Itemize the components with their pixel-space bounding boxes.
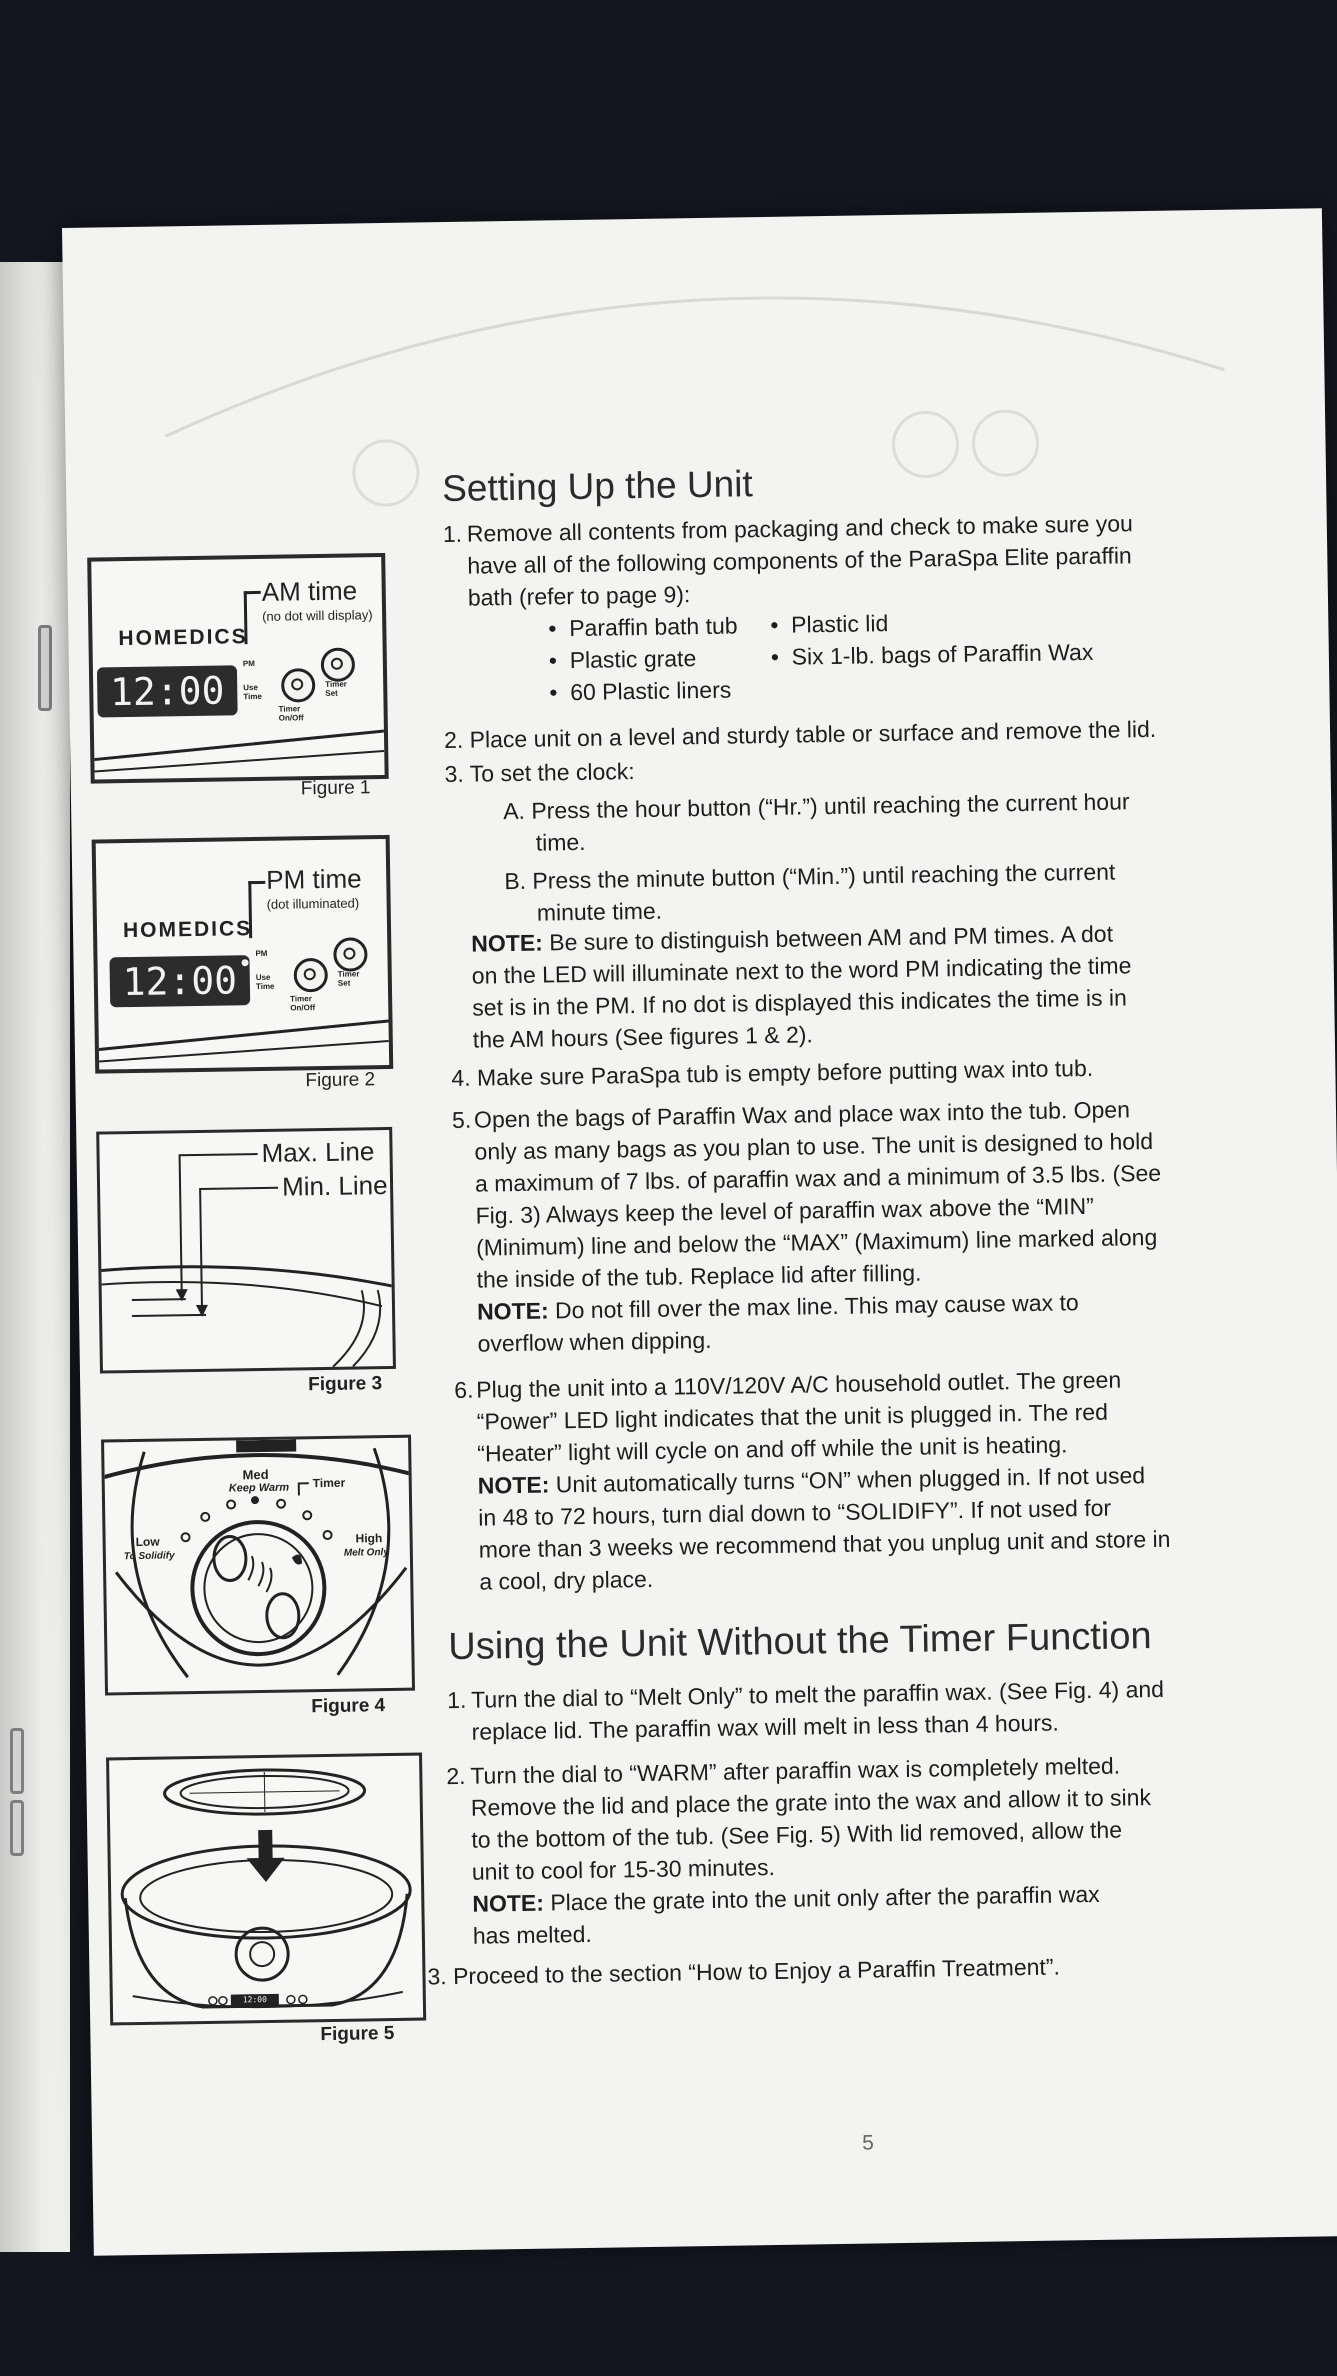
melt-only-label: Melt Only (343, 1547, 389, 1559)
list-item: • Six 1-lb. bags of Paraffin Wax (770, 638, 1094, 670)
step-1-line: Remove all contents from packaging and check to make sure you (466, 510, 1134, 547)
booklet-left-page-edge (0, 262, 70, 2252)
note-label: NOTE: (471, 929, 544, 957)
lcd-display: 12:00 (109, 955, 250, 1007)
timer-set-label: Timer Set (337, 969, 360, 988)
list-item: • Plastic grate (548, 645, 697, 674)
small-lcd-display: 12:00 (242, 1995, 267, 2005)
step-line: “Heater” light will cycle on and off while the unit is heating. (477, 1431, 1068, 1467)
timer-onoff-knob (294, 958, 329, 993)
timer-set-label: Timer Set (325, 679, 347, 698)
step-line: a maximum of 7 lbs. of paraffin wax and a minimum of 3.5 lbs. (See (474, 1159, 1162, 1197)
pm-time-subtext: (dot illuminated) (266, 895, 360, 912)
step-line: time. (535, 828, 586, 856)
step-number: 1. (442, 520, 463, 548)
med-label: Med (242, 1466, 269, 1483)
step-line: the inside of the tub. Replace lid after filling. (476, 1259, 922, 1293)
lcd-display: 12:00 (97, 665, 238, 717)
step-line: A. Press the hour button (“Hr.”) until reaching the current hour (503, 788, 1130, 825)
step-line: Fig. 3) Always keep the level of paraffin wax above the “MIN” (475, 1192, 1095, 1229)
step-number: 6. (454, 1376, 474, 1403)
unit-base-curve (94, 707, 385, 776)
pm-label: PM (255, 948, 268, 959)
step-number: 3. (444, 760, 465, 788)
step-3a (503, 785, 1130, 859)
manual-page (62, 208, 1337, 2256)
pm-time-callout: PM time (266, 863, 362, 895)
step-line: B. Press the minute button (“Min.”) until reaching the current (504, 858, 1116, 895)
step-number: 3. (427, 1963, 447, 1990)
grate-placement-diagram (109, 1756, 423, 2023)
timer-onoff-label: Timer On/Off (278, 704, 304, 723)
note-label: NOTE: (477, 1471, 550, 1499)
timer-onoff-label: Timer On/Off (290, 994, 316, 1013)
brand-logo: HOMEDICS (122, 917, 253, 943)
tub-cross-section (99, 1130, 393, 1371)
step-line: replace lid. The paraffin wax will melt in less than 4 hours. (471, 1709, 1060, 1745)
step-1-line: bath (refer to page 9): (467, 581, 691, 611)
staple-bottom (10, 1728, 24, 1794)
figure-5 (106, 1753, 426, 2026)
step-line: Open the bags of Paraffin Wax and place wax into the tub. Open (473, 1096, 1131, 1133)
staple-bottom-2 (10, 1800, 24, 1856)
pm-label: PM (242, 659, 255, 669)
high-label: High (355, 1531, 383, 1546)
figure-2-caption: Figure 2 (305, 1069, 376, 1092)
step-text: Make sure ParaSpa tub is empty before putting wax into tub. (476, 1054, 1094, 1091)
timer-onoff-knob (281, 668, 316, 703)
figure-4-caption: Figure 4 (311, 1695, 386, 1718)
brand-logo: HOMEDICS (118, 625, 248, 651)
step-2 (444, 713, 1157, 756)
step-number: 1. (446, 1686, 467, 1714)
timer-set-knob (333, 937, 368, 972)
step-number: 2. (443, 726, 464, 754)
step-line: “Power” LED light indicates that the unit is plugged in. The red (476, 1398, 1109, 1435)
timer-label: Timer (312, 1475, 346, 1491)
timer-set-knob (321, 647, 356, 682)
figure-1 (87, 553, 389, 784)
note-text: Do not fill over the max line. This may cause wax to (548, 1289, 1079, 1324)
note-line: the AM hours (See figures 1 & 2). (472, 1021, 814, 1053)
step-text: Proceed to the section “How to Enjoy a Paraffin Treatment”. (452, 1953, 1061, 1990)
use-time-label: Use Time (243, 682, 262, 702)
staple-top (38, 625, 52, 711)
pm-dot-indicator (242, 959, 249, 966)
note-label: NOTE: (476, 1297, 549, 1325)
note-text: Unit automatically turns “ON” when plugged in. If not used (549, 1462, 1146, 1498)
list-item: • 60 Plastic liners (549, 676, 732, 706)
max-line-label: Max. Line (261, 1136, 375, 1168)
step-text: To set the clock: (469, 758, 635, 787)
step-text: Place unit on a level and sturdy table or surface and remove the lid. (469, 715, 1157, 753)
note-text: Be sure to distinguish between AM and PM times. A dot (542, 920, 1114, 956)
to-solidify-label: To Solidify (123, 1550, 175, 1563)
note-line: has melted. (472, 1920, 592, 1949)
step-3 (444, 755, 635, 790)
step-line: Plug the unit into a 110V/120V A/C household outlet. The green (476, 1366, 1122, 1403)
note-line: on the LED will illuminate next to the word PM indicating the time (471, 952, 1132, 989)
list-item: • Plastic lid (770, 610, 889, 638)
figure-5-caption: Figure 5 (320, 2023, 395, 2046)
page-number: 5 (862, 2131, 875, 2155)
section2-step-3 (427, 1951, 1060, 1993)
callout-bracket (244, 591, 262, 644)
keep-warm-label: Keep Warm (228, 1481, 290, 1495)
note-line: in 48 to 72 hours, turn dial down to “SOLIDIFY”. If not used for (478, 1494, 1112, 1531)
step-line: Turn the dial to “Melt Only” to melt the paraffin wax. (See Fig. 4) and (470, 1675, 1165, 1713)
callout-bracket (248, 881, 266, 938)
step-line: Turn the dial to “WARM” after paraffin wax is completely melted. (470, 1752, 1121, 1789)
use-time-label: Use Time (255, 972, 275, 992)
step-line: to the bottom of the tub. (See Fig. 5) With lid removed, allow the (471, 1816, 1123, 1853)
step-line: only as many bags as you plan to use. The unit is designed to hold (474, 1127, 1154, 1165)
list-item: • Paraffin bath tub (548, 612, 738, 642)
step-number: 2. (446, 1762, 466, 1790)
section-title-without-timer: Using the Unit Without the Timer Function (448, 1615, 1152, 1669)
step-line: Remove the lid and place the grate into the wax and allow it to sink (470, 1784, 1152, 1821)
step-number: 4. (451, 1064, 471, 1091)
low-label: Low (135, 1534, 160, 1550)
step-4 (451, 1052, 1093, 1094)
figure-3-caption: Figure 3 (308, 1373, 383, 1396)
figure-3 (96, 1127, 396, 1374)
am-time-subtext: (no dot will display) (262, 607, 373, 624)
section-title-setting-up: Setting Up the Unit (441, 463, 753, 510)
figure-4 (101, 1435, 415, 1696)
min-line-label: Min. Line (281, 1170, 388, 1202)
note-text: Place the grate into the unit only after the paraffin wax (543, 1880, 1100, 1916)
note-1 (471, 917, 1133, 1055)
step-1-line: have all of the following components of the ParaSpa Elite paraffin (467, 542, 1132, 579)
unit-base-curve (98, 999, 389, 1068)
note-label: NOTE: (472, 1889, 545, 1917)
step-line: minute time. (536, 897, 663, 926)
figure-1-caption: Figure 1 (300, 777, 371, 800)
step-line: unit to cool for 15-30 minutes. (471, 1854, 776, 1885)
note-line: more than 3 weeks we recommend that you unplug unit and store in (478, 1525, 1171, 1563)
step-line: (Minimum) line and below the “MAX” (Maximum) line marked along (475, 1223, 1158, 1261)
note-line: overflow when dipping. (477, 1326, 712, 1357)
note-line: a cool, dry place. (479, 1565, 654, 1595)
am-time-callout: AM time (261, 575, 358, 607)
step-number: 5. (451, 1106, 472, 1133)
figure-2 (92, 835, 394, 1074)
note-line: set is in the PM. If no dot is displayed this indicates the time is in (472, 984, 1127, 1021)
